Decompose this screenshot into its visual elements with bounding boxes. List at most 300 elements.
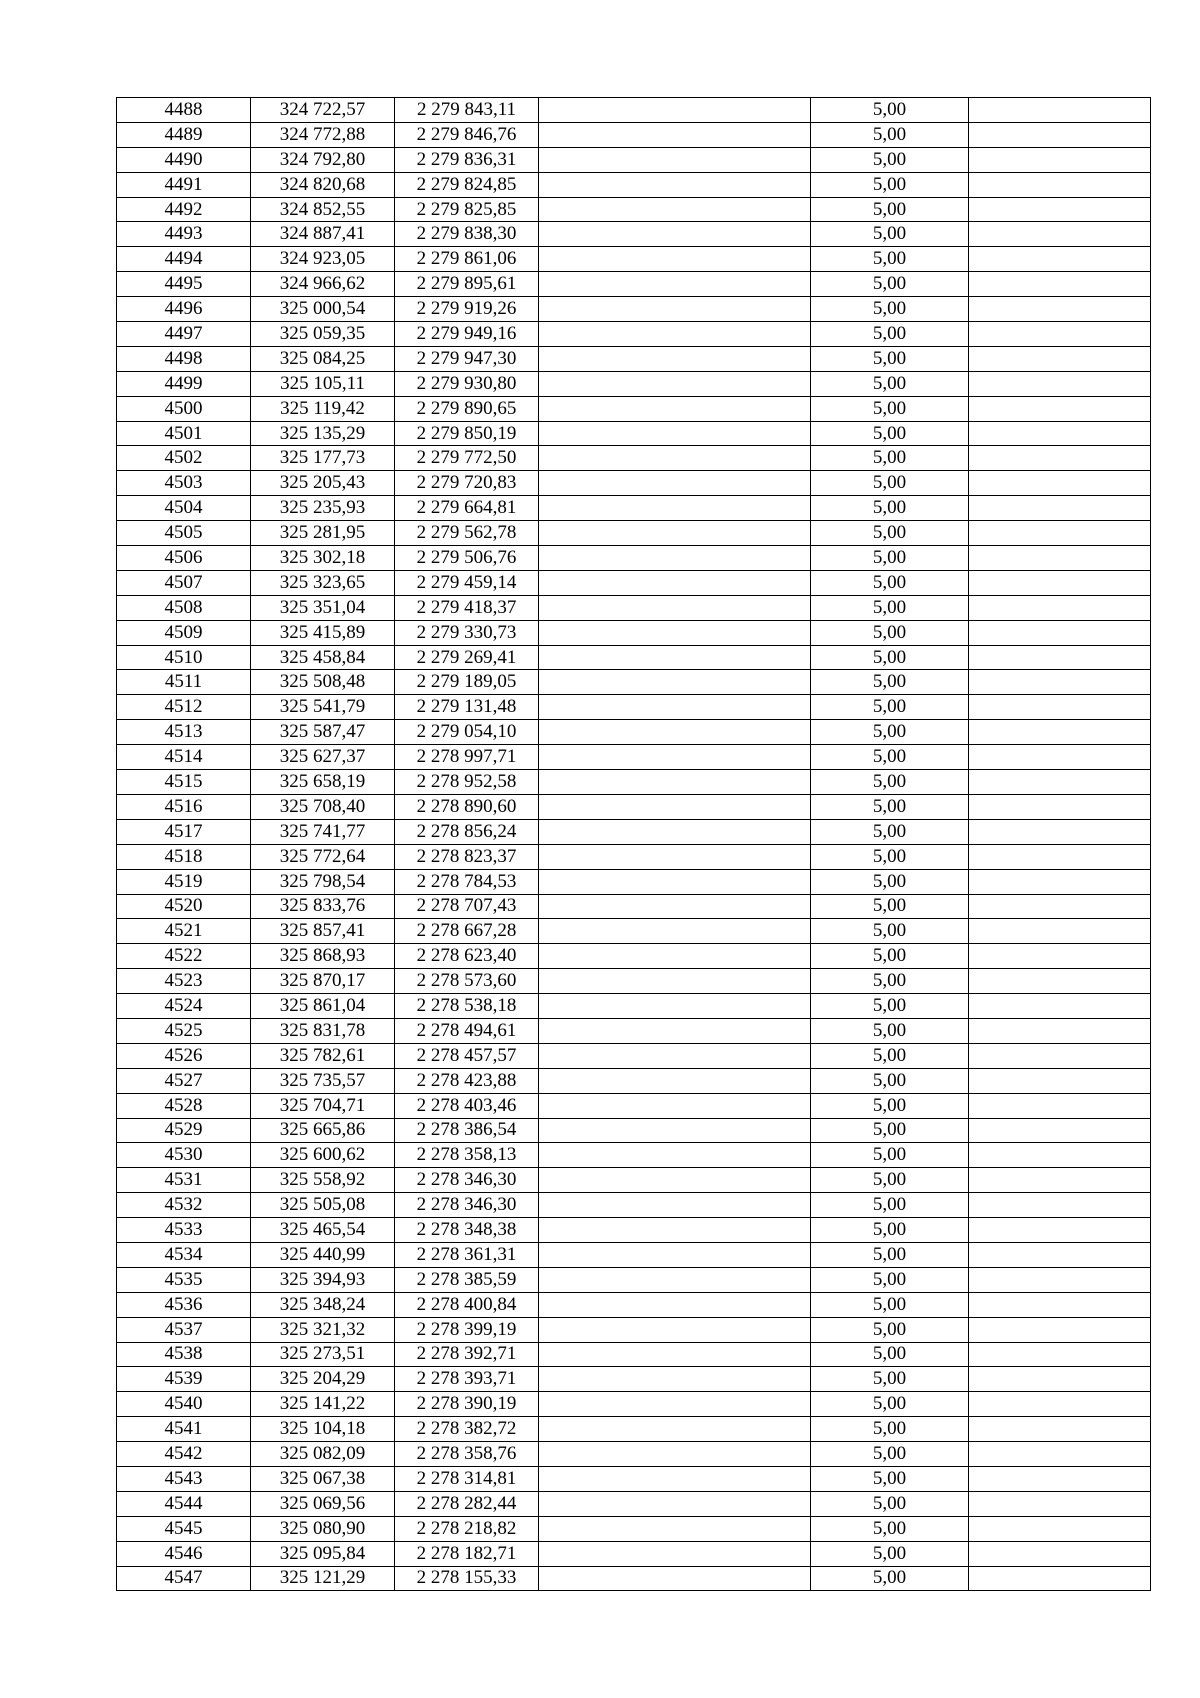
blank-cell bbox=[539, 819, 811, 844]
accuracy-cell: 5,00 bbox=[811, 819, 969, 844]
blank-cell bbox=[539, 1043, 811, 1068]
x-coordinate-cell: 325 558,92 bbox=[251, 1168, 395, 1193]
accuracy-cell: 5,00 bbox=[811, 446, 969, 471]
point-number-cell: 4494 bbox=[117, 247, 251, 272]
point-number-cell: 4536 bbox=[117, 1292, 251, 1317]
x-coordinate-cell: 325 831,78 bbox=[251, 1018, 395, 1043]
accuracy-cell: 5,00 bbox=[811, 1267, 969, 1292]
x-coordinate-cell: 324 966,62 bbox=[251, 272, 395, 297]
point-number-cell: 4519 bbox=[117, 869, 251, 894]
accuracy-cell: 5,00 bbox=[811, 546, 969, 571]
accuracy-cell: 5,00 bbox=[811, 222, 969, 247]
x-coordinate-cell: 325 067,38 bbox=[251, 1466, 395, 1491]
x-coordinate-cell: 325 861,04 bbox=[251, 994, 395, 1019]
table-row bbox=[117, 1392, 1151, 1417]
note-cell bbox=[969, 894, 1151, 919]
blank-cell bbox=[539, 122, 811, 147]
accuracy-cell: 5,00 bbox=[811, 844, 969, 869]
table-row bbox=[117, 695, 1151, 720]
x-coordinate-cell: 325 281,95 bbox=[251, 521, 395, 546]
table-row bbox=[117, 645, 1151, 670]
table-row bbox=[117, 496, 1151, 521]
note-cell bbox=[969, 1118, 1151, 1143]
point-number-cell: 4510 bbox=[117, 645, 251, 670]
accuracy-cell: 5,00 bbox=[811, 371, 969, 396]
accuracy-cell: 5,00 bbox=[811, 720, 969, 745]
point-number-cell: 4522 bbox=[117, 944, 251, 969]
point-number-cell: 4499 bbox=[117, 371, 251, 396]
x-coordinate-cell: 325 105,11 bbox=[251, 371, 395, 396]
blank-cell bbox=[539, 1566, 811, 1591]
x-coordinate-cell: 325 458,84 bbox=[251, 645, 395, 670]
table-row bbox=[117, 1218, 1151, 1243]
note-cell bbox=[969, 720, 1151, 745]
blank-cell bbox=[539, 446, 811, 471]
table-row bbox=[117, 1118, 1151, 1143]
point-number-cell: 4513 bbox=[117, 720, 251, 745]
blank-cell bbox=[539, 620, 811, 645]
table-row bbox=[117, 670, 1151, 695]
y-coordinate-cell: 2 278 155,33 bbox=[395, 1566, 539, 1591]
point-number-cell: 4498 bbox=[117, 346, 251, 371]
coordinates-table-body bbox=[117, 98, 1151, 1591]
blank-cell bbox=[539, 546, 811, 571]
blank-cell bbox=[539, 1093, 811, 1118]
note-cell bbox=[969, 1491, 1151, 1516]
note-cell bbox=[969, 371, 1151, 396]
y-coordinate-cell: 2 279 720,83 bbox=[395, 471, 539, 496]
blank-cell bbox=[539, 595, 811, 620]
accuracy-cell: 5,00 bbox=[811, 894, 969, 919]
y-coordinate-cell: 2 278 573,60 bbox=[395, 969, 539, 994]
x-coordinate-cell: 325 000,54 bbox=[251, 297, 395, 322]
note-cell bbox=[969, 944, 1151, 969]
blank-cell bbox=[539, 794, 811, 819]
blank-cell bbox=[539, 421, 811, 446]
note-cell bbox=[969, 1541, 1151, 1566]
y-coordinate-cell: 2 278 667,28 bbox=[395, 919, 539, 944]
point-number-cell: 4517 bbox=[117, 819, 251, 844]
x-coordinate-cell: 325 415,89 bbox=[251, 620, 395, 645]
blank-cell bbox=[539, 919, 811, 944]
table-row bbox=[117, 421, 1151, 446]
x-coordinate-cell: 325 104,18 bbox=[251, 1417, 395, 1442]
note-cell bbox=[969, 1068, 1151, 1093]
note-cell bbox=[969, 1143, 1151, 1168]
accuracy-cell: 5,00 bbox=[811, 1242, 969, 1267]
x-coordinate-cell: 325 735,57 bbox=[251, 1068, 395, 1093]
x-coordinate-cell: 325 704,71 bbox=[251, 1093, 395, 1118]
coordinates-table bbox=[116, 97, 1151, 1591]
note-cell bbox=[969, 595, 1151, 620]
x-coordinate-cell: 325 348,24 bbox=[251, 1292, 395, 1317]
accuracy-cell: 5,00 bbox=[811, 1392, 969, 1417]
accuracy-cell: 5,00 bbox=[811, 770, 969, 795]
point-number-cell: 4489 bbox=[117, 122, 251, 147]
y-coordinate-cell: 2 278 346,30 bbox=[395, 1193, 539, 1218]
x-coordinate-cell: 325 080,90 bbox=[251, 1516, 395, 1541]
blank-cell bbox=[539, 1193, 811, 1218]
blank-cell bbox=[539, 1018, 811, 1043]
accuracy-cell: 5,00 bbox=[811, 197, 969, 222]
point-number-cell: 4520 bbox=[117, 894, 251, 919]
x-coordinate-cell: 325 069,56 bbox=[251, 1491, 395, 1516]
x-coordinate-cell: 325 508,48 bbox=[251, 670, 395, 695]
blank-cell bbox=[539, 944, 811, 969]
accuracy-cell: 5,00 bbox=[811, 421, 969, 446]
blank-cell bbox=[539, 1342, 811, 1367]
accuracy-cell: 5,00 bbox=[811, 1168, 969, 1193]
table-row bbox=[117, 122, 1151, 147]
table-row bbox=[117, 595, 1151, 620]
accuracy-cell: 5,00 bbox=[811, 620, 969, 645]
table-row bbox=[117, 770, 1151, 795]
point-number-cell: 4507 bbox=[117, 570, 251, 595]
point-number-cell: 4533 bbox=[117, 1218, 251, 1243]
x-coordinate-cell: 325 665,86 bbox=[251, 1118, 395, 1143]
y-coordinate-cell: 2 278 423,88 bbox=[395, 1068, 539, 1093]
table-row bbox=[117, 446, 1151, 471]
point-number-cell: 4525 bbox=[117, 1018, 251, 1043]
x-coordinate-cell: 325 059,35 bbox=[251, 322, 395, 347]
table-row bbox=[117, 471, 1151, 496]
y-coordinate-cell: 2 279 824,85 bbox=[395, 172, 539, 197]
table-row bbox=[117, 1317, 1151, 1342]
y-coordinate-cell: 2 278 218,82 bbox=[395, 1516, 539, 1541]
accuracy-cell: 5,00 bbox=[811, 322, 969, 347]
table-row bbox=[117, 1193, 1151, 1218]
point-number-cell: 4524 bbox=[117, 994, 251, 1019]
accuracy-cell: 5,00 bbox=[811, 346, 969, 371]
blank-cell bbox=[539, 197, 811, 222]
table-row bbox=[117, 371, 1151, 396]
note-cell bbox=[969, 794, 1151, 819]
accuracy-cell: 5,00 bbox=[811, 1018, 969, 1043]
x-coordinate-cell: 325 798,54 bbox=[251, 869, 395, 894]
x-coordinate-cell: 325 857,41 bbox=[251, 919, 395, 944]
y-coordinate-cell: 2 279 850,19 bbox=[395, 421, 539, 446]
x-coordinate-cell: 325 627,37 bbox=[251, 745, 395, 770]
note-cell bbox=[969, 620, 1151, 645]
point-number-cell: 4537 bbox=[117, 1317, 251, 1342]
y-coordinate-cell: 2 279 890,65 bbox=[395, 396, 539, 421]
y-coordinate-cell: 2 278 403,46 bbox=[395, 1093, 539, 1118]
x-coordinate-cell: 325 273,51 bbox=[251, 1342, 395, 1367]
blank-cell bbox=[539, 770, 811, 795]
table-row bbox=[117, 745, 1151, 770]
point-number-cell: 4532 bbox=[117, 1193, 251, 1218]
x-coordinate-cell: 325 177,73 bbox=[251, 446, 395, 471]
x-coordinate-cell: 325 870,17 bbox=[251, 969, 395, 994]
note-cell bbox=[969, 1218, 1151, 1243]
y-coordinate-cell: 2 278 282,44 bbox=[395, 1491, 539, 1516]
blank-cell bbox=[539, 297, 811, 322]
y-coordinate-cell: 2 279 895,61 bbox=[395, 272, 539, 297]
x-coordinate-cell: 324 722,57 bbox=[251, 98, 395, 123]
accuracy-cell: 5,00 bbox=[811, 570, 969, 595]
y-coordinate-cell: 2 278 399,19 bbox=[395, 1317, 539, 1342]
note-cell bbox=[969, 1566, 1151, 1591]
note-cell bbox=[969, 919, 1151, 944]
blank-cell bbox=[539, 1392, 811, 1417]
accuracy-cell: 5,00 bbox=[811, 1516, 969, 1541]
point-number-cell: 4493 bbox=[117, 222, 251, 247]
y-coordinate-cell: 2 279 054,10 bbox=[395, 720, 539, 745]
y-coordinate-cell: 2 278 623,40 bbox=[395, 944, 539, 969]
accuracy-cell: 5,00 bbox=[811, 944, 969, 969]
accuracy-cell: 5,00 bbox=[811, 645, 969, 670]
table-row bbox=[117, 1566, 1151, 1591]
blank-cell bbox=[539, 371, 811, 396]
note-cell bbox=[969, 446, 1151, 471]
table-row bbox=[117, 1143, 1151, 1168]
y-coordinate-cell: 2 278 386,54 bbox=[395, 1118, 539, 1143]
x-coordinate-cell: 325 782,61 bbox=[251, 1043, 395, 1068]
accuracy-cell: 5,00 bbox=[811, 1118, 969, 1143]
y-coordinate-cell: 2 278 358,13 bbox=[395, 1143, 539, 1168]
point-number-cell: 4514 bbox=[117, 745, 251, 770]
table-row bbox=[117, 1466, 1151, 1491]
point-number-cell: 4528 bbox=[117, 1093, 251, 1118]
point-number-cell: 4515 bbox=[117, 770, 251, 795]
note-cell bbox=[969, 770, 1151, 795]
x-coordinate-cell: 325 084,25 bbox=[251, 346, 395, 371]
note-cell bbox=[969, 1168, 1151, 1193]
blank-cell bbox=[539, 670, 811, 695]
table-row bbox=[117, 98, 1151, 123]
point-number-cell: 4541 bbox=[117, 1417, 251, 1442]
point-number-cell: 4521 bbox=[117, 919, 251, 944]
y-coordinate-cell: 2 278 346,30 bbox=[395, 1168, 539, 1193]
accuracy-cell: 5,00 bbox=[811, 147, 969, 172]
accuracy-cell: 5,00 bbox=[811, 869, 969, 894]
y-coordinate-cell: 2 278 457,57 bbox=[395, 1043, 539, 1068]
point-number-cell: 4497 bbox=[117, 322, 251, 347]
y-coordinate-cell: 2 278 390,19 bbox=[395, 1392, 539, 1417]
point-number-cell: 4491 bbox=[117, 172, 251, 197]
table-row bbox=[117, 1541, 1151, 1566]
y-coordinate-cell: 2 279 949,16 bbox=[395, 322, 539, 347]
table-row bbox=[117, 546, 1151, 571]
note-cell bbox=[969, 297, 1151, 322]
y-coordinate-cell: 2 279 189,05 bbox=[395, 670, 539, 695]
y-coordinate-cell: 2 278 385,59 bbox=[395, 1267, 539, 1292]
point-number-cell: 4546 bbox=[117, 1541, 251, 1566]
point-number-cell: 4540 bbox=[117, 1392, 251, 1417]
note-cell bbox=[969, 1267, 1151, 1292]
note-cell bbox=[969, 471, 1151, 496]
accuracy-cell: 5,00 bbox=[811, 1417, 969, 1442]
table-row bbox=[117, 346, 1151, 371]
accuracy-cell: 5,00 bbox=[811, 496, 969, 521]
note-cell bbox=[969, 1292, 1151, 1317]
blank-cell bbox=[539, 172, 811, 197]
table-row bbox=[117, 247, 1151, 272]
table-row bbox=[117, 994, 1151, 1019]
x-coordinate-cell: 325 082,09 bbox=[251, 1442, 395, 1467]
x-coordinate-cell: 325 121,29 bbox=[251, 1566, 395, 1591]
point-number-cell: 4523 bbox=[117, 969, 251, 994]
point-number-cell: 4503 bbox=[117, 471, 251, 496]
note-cell bbox=[969, 1093, 1151, 1118]
x-coordinate-cell: 325 135,29 bbox=[251, 421, 395, 446]
table-row bbox=[117, 894, 1151, 919]
x-coordinate-cell: 325 119,42 bbox=[251, 396, 395, 421]
y-coordinate-cell: 2 278 784,53 bbox=[395, 869, 539, 894]
x-coordinate-cell: 324 772,88 bbox=[251, 122, 395, 147]
blank-cell bbox=[539, 1516, 811, 1541]
accuracy-cell: 5,00 bbox=[811, 670, 969, 695]
point-number-cell: 4526 bbox=[117, 1043, 251, 1068]
y-coordinate-cell: 2 279 131,48 bbox=[395, 695, 539, 720]
y-coordinate-cell: 2 278 538,18 bbox=[395, 994, 539, 1019]
accuracy-cell: 5,00 bbox=[811, 1093, 969, 1118]
x-coordinate-cell: 325 235,93 bbox=[251, 496, 395, 521]
table-row bbox=[117, 1292, 1151, 1317]
accuracy-cell: 5,00 bbox=[811, 1541, 969, 1566]
blank-cell bbox=[539, 521, 811, 546]
blank-cell bbox=[539, 1242, 811, 1267]
blank-cell bbox=[539, 869, 811, 894]
point-number-cell: 4544 bbox=[117, 1491, 251, 1516]
x-coordinate-cell: 325 465,54 bbox=[251, 1218, 395, 1243]
x-coordinate-cell: 325 095,84 bbox=[251, 1541, 395, 1566]
point-number-cell: 4531 bbox=[117, 1168, 251, 1193]
y-coordinate-cell: 2 279 664,81 bbox=[395, 496, 539, 521]
accuracy-cell: 5,00 bbox=[811, 969, 969, 994]
point-number-cell: 4530 bbox=[117, 1143, 251, 1168]
point-number-cell: 4505 bbox=[117, 521, 251, 546]
note-cell bbox=[969, 546, 1151, 571]
table-row bbox=[117, 1068, 1151, 1093]
accuracy-cell: 5,00 bbox=[811, 1143, 969, 1168]
y-coordinate-cell: 2 278 952,58 bbox=[395, 770, 539, 795]
blank-cell bbox=[539, 98, 811, 123]
table-row bbox=[117, 720, 1151, 745]
y-coordinate-cell: 2 279 919,26 bbox=[395, 297, 539, 322]
point-number-cell: 4529 bbox=[117, 1118, 251, 1143]
note-cell bbox=[969, 819, 1151, 844]
table-row bbox=[117, 396, 1151, 421]
table-row bbox=[117, 172, 1151, 197]
table-row bbox=[117, 1018, 1151, 1043]
y-coordinate-cell: 2 278 823,37 bbox=[395, 844, 539, 869]
y-coordinate-cell: 2 278 890,60 bbox=[395, 794, 539, 819]
x-coordinate-cell: 325 658,19 bbox=[251, 770, 395, 795]
y-coordinate-cell: 2 279 843,11 bbox=[395, 98, 539, 123]
note-cell bbox=[969, 1193, 1151, 1218]
blank-cell bbox=[539, 745, 811, 770]
point-number-cell: 4500 bbox=[117, 396, 251, 421]
point-number-cell: 4527 bbox=[117, 1068, 251, 1093]
x-coordinate-cell: 325 141,22 bbox=[251, 1392, 395, 1417]
accuracy-cell: 5,00 bbox=[811, 1442, 969, 1467]
accuracy-cell: 5,00 bbox=[811, 1466, 969, 1491]
accuracy-cell: 5,00 bbox=[811, 98, 969, 123]
page-cut-edge bbox=[100, 1593, 1180, 1599]
table-row bbox=[117, 819, 1151, 844]
blank-cell bbox=[539, 272, 811, 297]
note-cell bbox=[969, 570, 1151, 595]
table-row bbox=[117, 794, 1151, 819]
table-row bbox=[117, 570, 1151, 595]
y-coordinate-cell: 2 278 314,81 bbox=[395, 1466, 539, 1491]
x-coordinate-cell: 325 205,43 bbox=[251, 471, 395, 496]
blank-cell bbox=[539, 969, 811, 994]
point-number-cell: 4508 bbox=[117, 595, 251, 620]
blank-cell bbox=[539, 1442, 811, 1467]
accuracy-cell: 5,00 bbox=[811, 172, 969, 197]
blank-cell bbox=[539, 147, 811, 172]
blank-cell bbox=[539, 346, 811, 371]
note-cell bbox=[969, 645, 1151, 670]
note-cell bbox=[969, 172, 1151, 197]
blank-cell bbox=[539, 1168, 811, 1193]
accuracy-cell: 5,00 bbox=[811, 247, 969, 272]
x-coordinate-cell: 325 741,77 bbox=[251, 819, 395, 844]
note-cell bbox=[969, 1367, 1151, 1392]
note-cell bbox=[969, 272, 1151, 297]
table-row bbox=[117, 869, 1151, 894]
y-coordinate-cell: 2 279 459,14 bbox=[395, 570, 539, 595]
blank-cell bbox=[539, 1068, 811, 1093]
x-coordinate-cell: 325 440,99 bbox=[251, 1242, 395, 1267]
x-coordinate-cell: 325 394,93 bbox=[251, 1267, 395, 1292]
accuracy-cell: 5,00 bbox=[811, 919, 969, 944]
y-coordinate-cell: 2 278 494,61 bbox=[395, 1018, 539, 1043]
note-cell bbox=[969, 745, 1151, 770]
y-coordinate-cell: 2 278 182,71 bbox=[395, 1541, 539, 1566]
point-number-cell: 4543 bbox=[117, 1466, 251, 1491]
note-cell bbox=[969, 396, 1151, 421]
blank-cell bbox=[539, 1491, 811, 1516]
y-coordinate-cell: 2 279 838,30 bbox=[395, 222, 539, 247]
accuracy-cell: 5,00 bbox=[811, 1342, 969, 1367]
table-row bbox=[117, 1442, 1151, 1467]
accuracy-cell: 5,00 bbox=[811, 1068, 969, 1093]
note-cell bbox=[969, 695, 1151, 720]
note-cell bbox=[969, 1442, 1151, 1467]
x-coordinate-cell: 325 868,93 bbox=[251, 944, 395, 969]
blank-cell bbox=[539, 1466, 811, 1491]
blank-cell bbox=[539, 720, 811, 745]
point-number-cell: 4542 bbox=[117, 1442, 251, 1467]
blank-cell bbox=[539, 1417, 811, 1442]
blank-cell bbox=[539, 1143, 811, 1168]
y-coordinate-cell: 2 278 707,43 bbox=[395, 894, 539, 919]
note-cell bbox=[969, 122, 1151, 147]
accuracy-cell: 5,00 bbox=[811, 1218, 969, 1243]
table-row bbox=[117, 944, 1151, 969]
point-number-cell: 4488 bbox=[117, 98, 251, 123]
accuracy-cell: 5,00 bbox=[811, 1292, 969, 1317]
point-number-cell: 4496 bbox=[117, 297, 251, 322]
blank-cell bbox=[539, 322, 811, 347]
y-coordinate-cell: 2 279 330,73 bbox=[395, 620, 539, 645]
x-coordinate-cell: 325 587,47 bbox=[251, 720, 395, 745]
note-cell bbox=[969, 222, 1151, 247]
note-cell bbox=[969, 98, 1151, 123]
accuracy-cell: 5,00 bbox=[811, 297, 969, 322]
note-cell bbox=[969, 869, 1151, 894]
table-row bbox=[117, 1093, 1151, 1118]
point-number-cell: 4535 bbox=[117, 1267, 251, 1292]
note-cell bbox=[969, 1317, 1151, 1342]
x-coordinate-cell: 325 833,76 bbox=[251, 894, 395, 919]
x-coordinate-cell: 325 204,29 bbox=[251, 1367, 395, 1392]
table-row bbox=[117, 1242, 1151, 1267]
accuracy-cell: 5,00 bbox=[811, 272, 969, 297]
